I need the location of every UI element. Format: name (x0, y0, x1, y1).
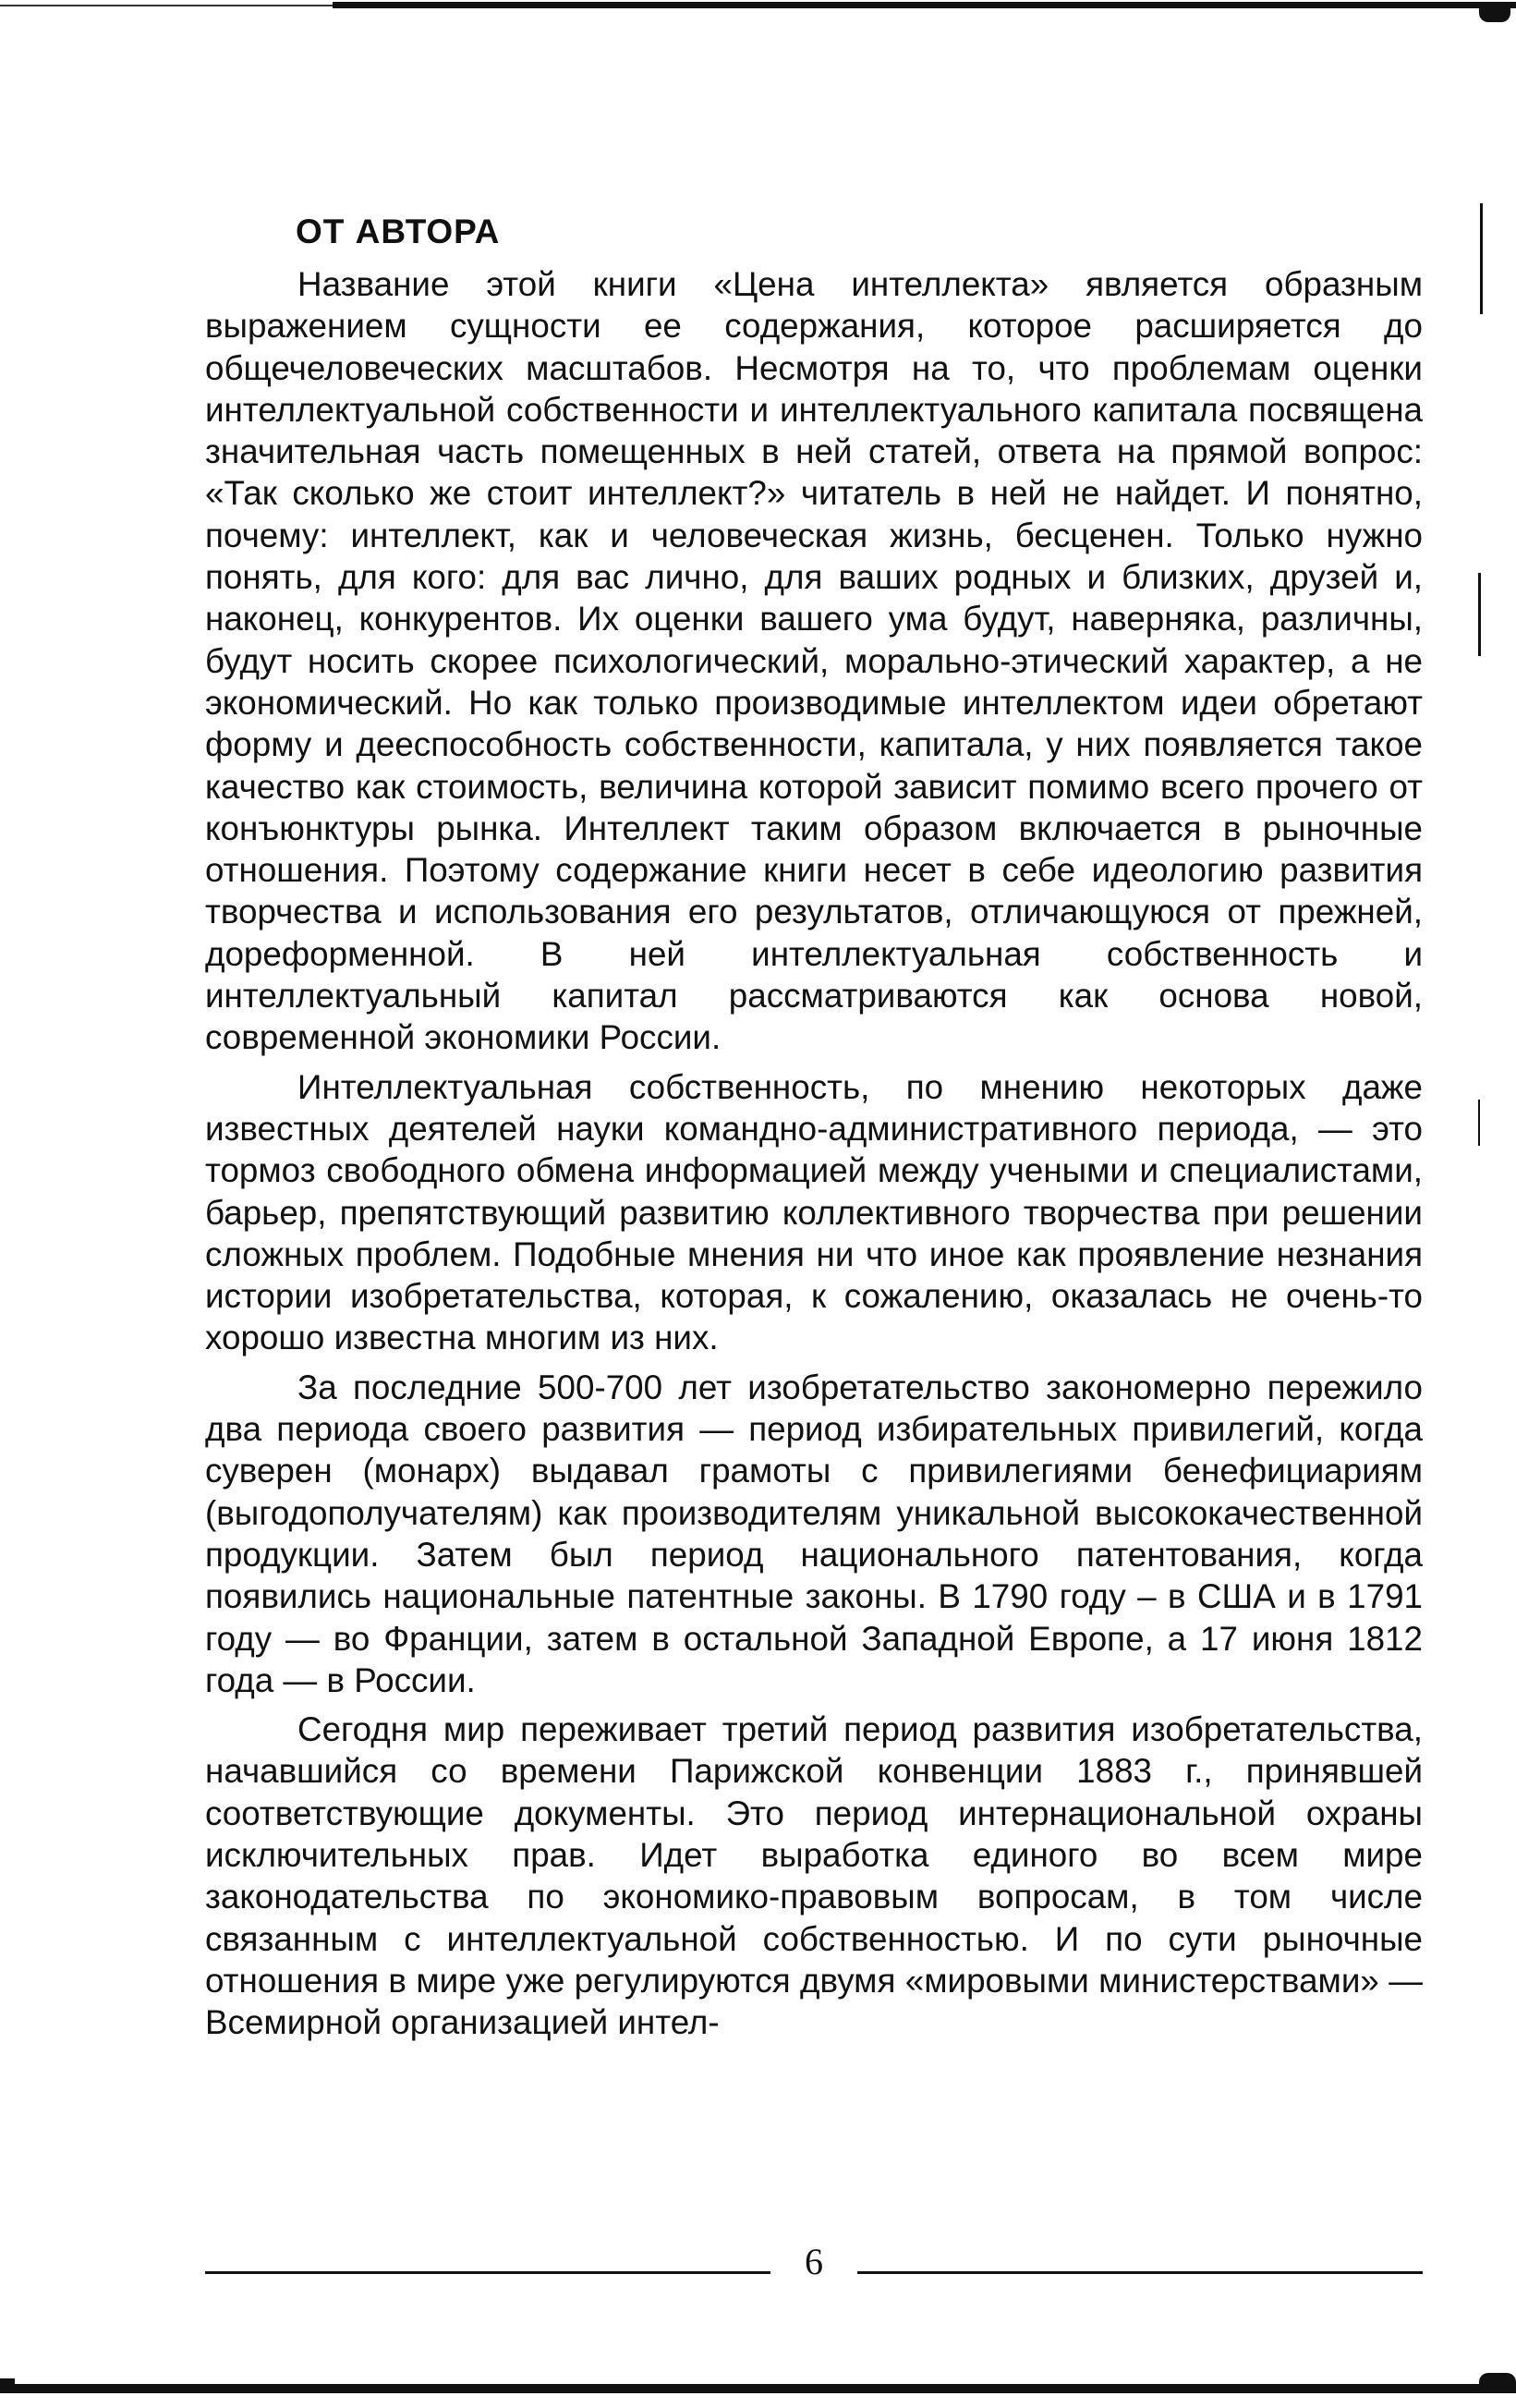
paragraph: За последние 500-700 лет изобретательство закономерно пережило два периода своего развития — период избирательных привилегий, когда суверен (монарх) выдавал грамоты с привилегиями бенефициариям (выгодополучателям) как производителям уникальной высококачественной продукции. Затем был период национального патентования, когда появились национальные патентные законы. В 1790 году – в США и в 1791 году — во Франции, затем в остальной Западной Европе, а 17 июня 1812 года — в России. (205, 1368, 1423, 1699)
scan-corner-mark (1479, 6, 1510, 22)
margin-mark (1478, 1100, 1480, 1146)
paragraph: Интеллектуальная собственность, по мнению некоторых даже известных деятелей науки командно-административного периода, — это тормоз свободного обмена информацией между учеными и специалистами, барьер, препятствующий развитию коллективного творчества при решении сложных проблем. Подобные мнения ни что иное как проявление незнания истории изобретательства, которая, к сожалению, оказалась не очень-то хорошо известна многим из них. (205, 1067, 1423, 1357)
page-title: ОТ АВТОРА (296, 212, 501, 250)
scan-edge-bottom (0, 2384, 1516, 2393)
footer-rule-right (857, 2271, 1423, 2274)
scan-corner-mark (0, 2378, 15, 2393)
body-text (205, 263, 1423, 2043)
page-footer (205, 2240, 1423, 2295)
margin-mark (1478, 573, 1481, 656)
scan-corner-mark (1479, 2373, 1516, 2388)
scan-border-thin-line (0, 5, 333, 6)
margin-mark (1480, 203, 1483, 314)
paragraph: Название этой книги «Цена интеллекта» является образным выражением сущности ее содержания, которое расширяется до общечеловеческих масштабов. Несмотря на то, что проблемам оценки интеллектуальной собственности и интеллектуального капитала посвящена значительная часть помещенных в ней статей, ответа на прямой вопрос: «Так сколько же стоит интеллект?» читатель в ней не найдет. И понятно, почему: интеллект, как и человеческая жизнь, бесценен. Только нужно понять, для кого: для вас лично, для ваших родных и близких, друзей и, наконец, конкурентов. Их оценки вашего ума будут, наверняка, различны, будут носить скорее психологический, морально-этический характер, а не экономический. Но как только производимые интеллектом идеи обретают форму и дееспособность собственности, капитала, у них появляется такое качество как стоимость, величина которой зависит помимо всего прочего от конъюнктуры рынка. Интеллект таким образом включается в рыночные отношения. Поэтому содержание книги несет в себе идеологию развития творчества и использования его результатов, отличающуюся от прежней, дореформенной. В ней интеллектуальная собственность и интеллектуальный капитал рассматриваются как основа новой, современной экономики России. (205, 265, 1423, 1057)
scan-edge-top (0, 0, 1516, 13)
page-number: 6 (805, 2241, 823, 2282)
paragraph: Сегодня мир переживает третий период развития изобретательства, начавшийся со времени Парижской конвенции 1883 г., принявшей соответствующие документы. Это период интернациональной охраны исключительных прав. Идет выработка единого во всем мире законодательства по экономико-правовым вопросам, в том числе связанным с интеллектуальной собственностью. И по сути рыночные отношения в мире уже регулируются двумя «мировыми министерствами» — Всемирной организацией интел- (205, 1710, 1423, 2042)
